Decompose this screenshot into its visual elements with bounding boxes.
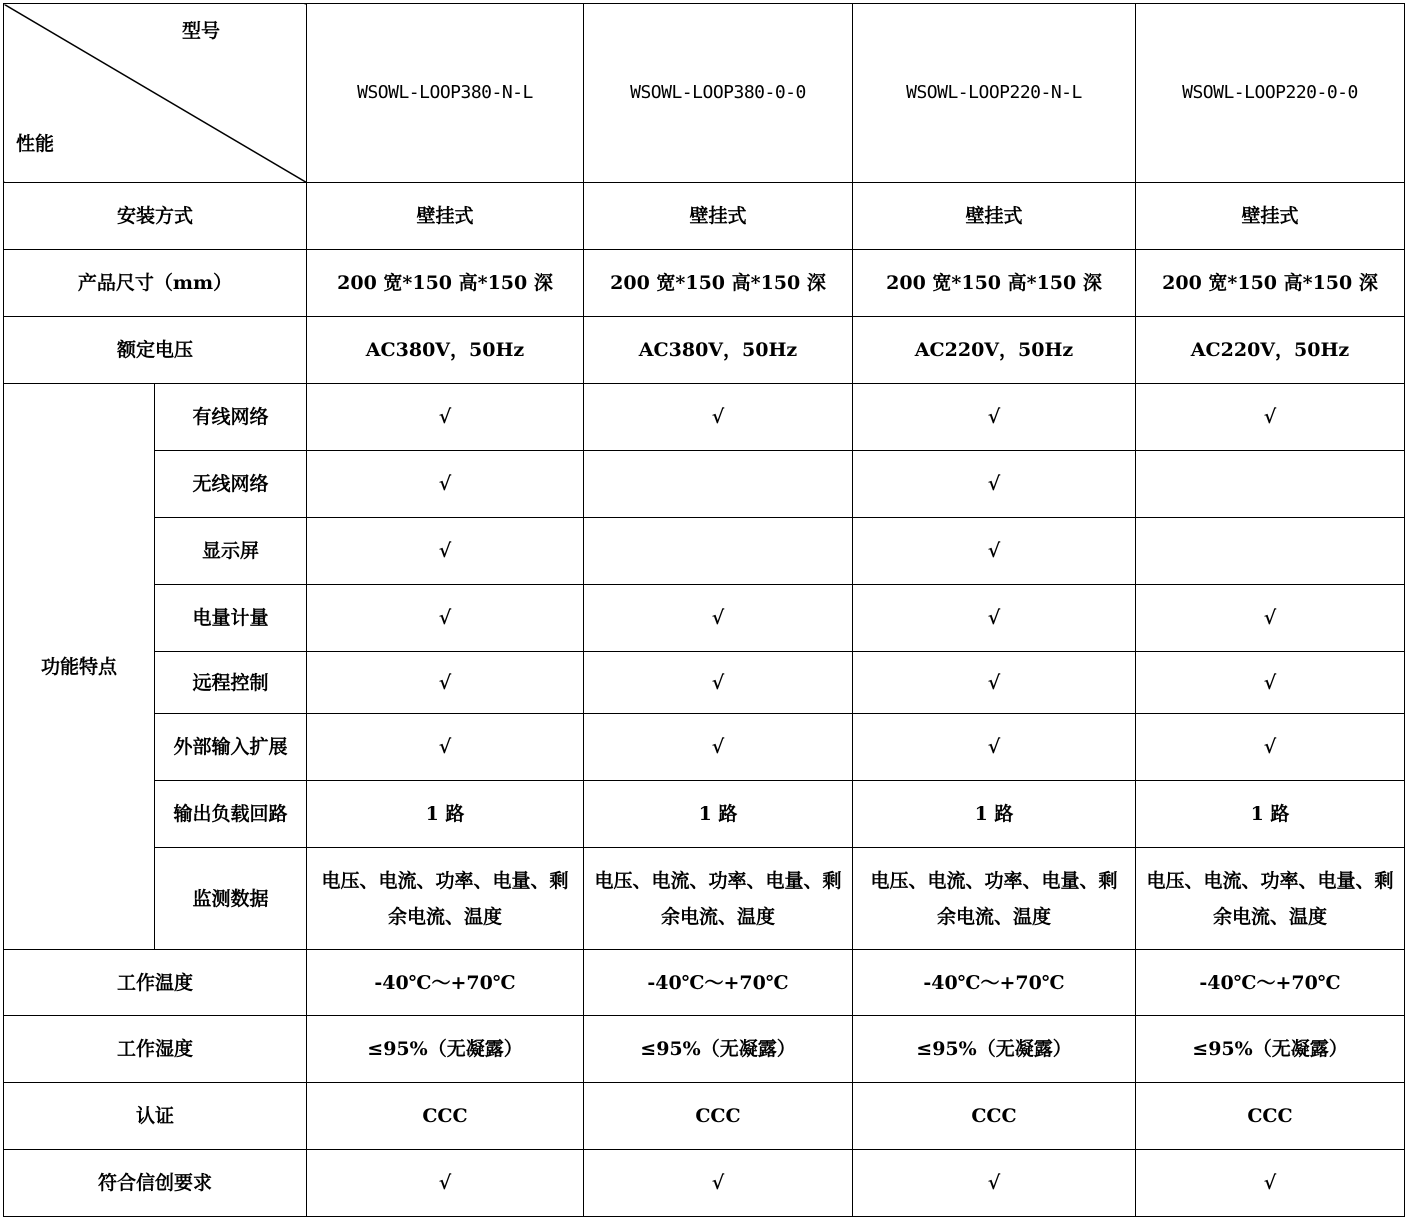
table-cell: -40℃～+70℃	[307, 950, 584, 1016]
table-cell: √	[307, 1150, 584, 1217]
feature-label: 有线网络	[155, 384, 307, 451]
table-cell: -40℃～+70℃	[853, 950, 1136, 1016]
table-cell: √	[853, 384, 1136, 451]
table-cell: 壁挂式	[307, 183, 584, 250]
table-cell: -40℃～+70℃	[1136, 950, 1405, 1016]
table-cell: √	[584, 652, 853, 714]
table-cell: √	[307, 451, 584, 518]
table-cell: 200 宽*150 高*150 深	[584, 250, 853, 317]
model-header-1: WSOWL-LOOP380-N-L	[307, 4, 584, 183]
feature-label: 显示屏	[155, 518, 307, 585]
feature-label: 远程控制	[155, 652, 307, 714]
table-row-voltage	[4, 317, 1405, 384]
model-header-3: WSOWL-LOOP220-N-L	[853, 4, 1136, 183]
table-cell: √	[1136, 714, 1405, 781]
table-cell	[1136, 451, 1405, 518]
table-cell: √	[1136, 652, 1405, 714]
row-label: 符合信创要求	[4, 1150, 307, 1217]
row-label: 工作温度	[4, 950, 307, 1016]
corner-label-model: 型号	[182, 20, 221, 42]
table-cell: √	[853, 1150, 1136, 1217]
table-cell: √	[1136, 1150, 1405, 1217]
table-cell: 电压、电流、功率、电量、剩余电流、温度	[584, 848, 853, 950]
table-row-temperature	[4, 950, 1405, 1016]
table-cell: 1 路	[1136, 781, 1405, 848]
row-label: 认证	[4, 1083, 307, 1150]
table-cell: √	[307, 585, 584, 652]
header-row	[4, 4, 1405, 183]
table-row-feature-wired	[4, 384, 1405, 451]
model-header-2: WSOWL-LOOP380-0-0	[584, 4, 853, 183]
row-label: 工作湿度	[4, 1016, 307, 1083]
row-label: 产品尺寸（mm）	[4, 250, 307, 317]
table-row-feature-input	[4, 714, 1405, 781]
table-cell: CCC	[307, 1083, 584, 1150]
table-cell: AC380V，50Hz	[584, 317, 853, 384]
table-row-feature-display	[4, 518, 1405, 585]
table-cell: 200 宽*150 高*150 深	[1136, 250, 1405, 317]
table-cell	[584, 451, 853, 518]
table-cell: √	[307, 518, 584, 585]
table-row-feature-metering	[4, 585, 1405, 652]
table-row-feature-monitoring	[4, 848, 1405, 950]
table-cell: -40℃～+70℃	[584, 950, 853, 1016]
table-cell: CCC	[584, 1083, 853, 1150]
table-row-feature-wireless	[4, 451, 1405, 518]
table-cell: 壁挂式	[1136, 183, 1405, 250]
table-cell: 1 路	[307, 781, 584, 848]
feature-label: 输出负载回路	[155, 781, 307, 848]
table-cell: √	[584, 585, 853, 652]
model-header-4: WSOWL-LOOP220-0-0	[1136, 4, 1405, 183]
corner-label-performance: 性能	[16, 133, 55, 155]
table-row-certification	[4, 1083, 1405, 1150]
feature-label: 电量计量	[155, 585, 307, 652]
table-cell: √	[307, 714, 584, 781]
table-cell: √	[307, 384, 584, 451]
table-cell: 壁挂式	[584, 183, 853, 250]
table-cell: ≤95%（无凝露）	[584, 1016, 853, 1083]
table-cell: CCC	[1136, 1083, 1405, 1150]
table-row-feature-output	[4, 781, 1405, 848]
spec-table	[3, 3, 1405, 1217]
feature-label: 外部输入扩展	[155, 714, 307, 781]
table-cell: √	[584, 384, 853, 451]
table-cell: AC220V，50Hz	[1136, 317, 1405, 384]
table-cell: 电压、电流、功率、电量、剩余电流、温度	[853, 848, 1136, 950]
table-cell: √	[853, 652, 1136, 714]
table-cell: √	[1136, 585, 1405, 652]
feature-group-label: 功能特点	[4, 384, 155, 950]
table-cell: √	[307, 652, 584, 714]
table-cell: √	[853, 451, 1136, 518]
corner-header-cell	[4, 4, 307, 183]
table-cell: √	[853, 585, 1136, 652]
table-cell: CCC	[853, 1083, 1136, 1150]
table-cell: 200 宽*150 高*150 深	[853, 250, 1136, 317]
table-cell: 电压、电流、功率、电量、剩余电流、温度	[307, 848, 584, 950]
table-row-xinchuang	[4, 1150, 1405, 1217]
table-cell: 1 路	[853, 781, 1136, 848]
table-cell: √	[853, 714, 1136, 781]
table-cell: AC380V，50Hz	[307, 317, 584, 384]
table-row-humidity	[4, 1016, 1405, 1083]
table-cell: 壁挂式	[853, 183, 1136, 250]
feature-label: 无线网络	[155, 451, 307, 518]
table-cell: √	[853, 518, 1136, 585]
table-cell: ≤95%（无凝露）	[1136, 1016, 1405, 1083]
table-cell: 1 路	[584, 781, 853, 848]
table-row-install	[4, 183, 1405, 250]
table-row-feature-remote	[4, 652, 1405, 714]
table-cell: √	[1136, 384, 1405, 451]
table-cell	[1136, 518, 1405, 585]
table-cell: √	[584, 1150, 853, 1217]
table-cell: 电压、电流、功率、电量、剩余电流、温度	[1136, 848, 1405, 950]
table-cell: 200 宽*150 高*150 深	[307, 250, 584, 317]
table-cell: ≤95%（无凝露）	[307, 1016, 584, 1083]
row-label: 安装方式	[4, 183, 307, 250]
table-cell	[584, 518, 853, 585]
feature-label: 监测数据	[155, 848, 307, 950]
table-cell: √	[584, 714, 853, 781]
row-label: 额定电压	[4, 317, 307, 384]
table-cell: ≤95%（无凝露）	[853, 1016, 1136, 1083]
table-row-size	[4, 250, 1405, 317]
table-cell: AC220V，50Hz	[853, 317, 1136, 384]
